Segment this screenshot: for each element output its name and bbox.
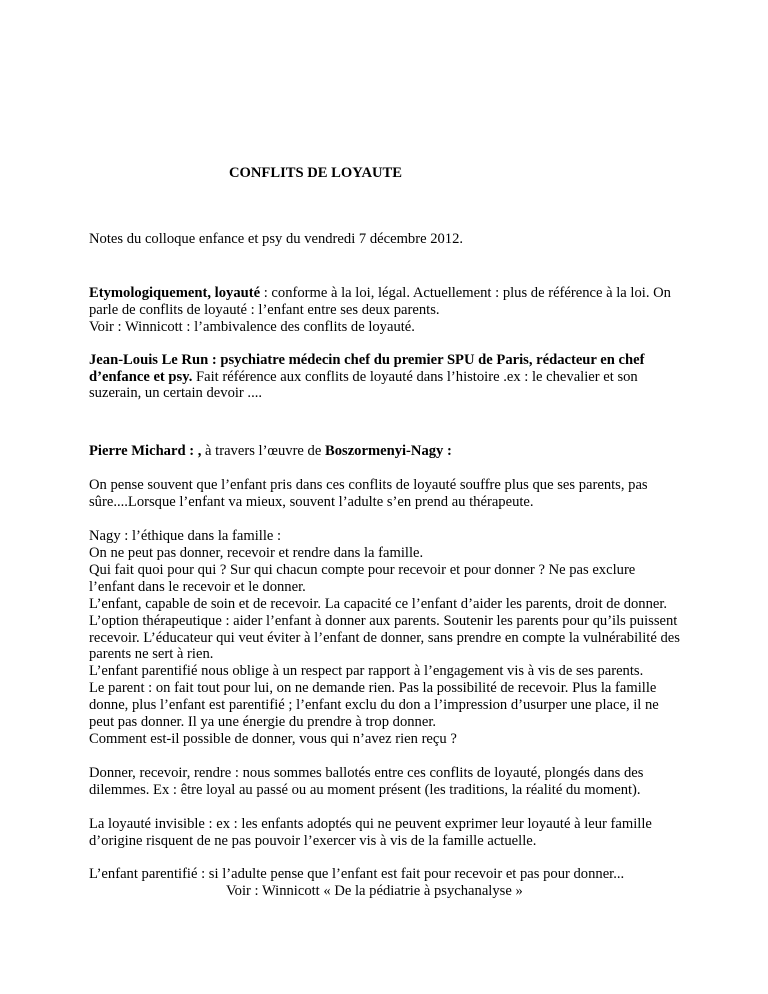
document-body — [89, 231, 684, 900]
nagy-line: L’enfant, capable de soin et de recevoir. La capacité ce l’enfant d’aider les parents, droit de donner. L’option thérapeutique : aider l’enfant à donner aux parents. Soutenir les parents pour qu’ils puissent recevoir. L’éducateur qui veut éviter à l’enfant de donner, sans prendre en compte la vulnérabilité des parents ne sert à rien. — [89, 595, 680, 663]
nagy-section — [89, 528, 684, 748]
nagy-line: Nagy : l’éthique dans la famille : — [89, 528, 282, 545]
etymology-heading: Etymologiquement, loyauté — [89, 284, 261, 301]
nagy-line: Comment est-il possible de donner, vous qui n’avez rien reçu ? — [89, 730, 457, 747]
paragraph-2: Donner, recevoir, rendre : nous sommes ballotés entre ces conflits de loyauté, plongés dans des dilemmes. Ex : être loyal au passé ou au moment présent (les traditions, la réalité du moment). — [89, 764, 644, 798]
paragraph-4: L’enfant parentifié : si l’adulte pense que l’enfant est fait pour recevoir et pas pour donner... — [89, 866, 625, 883]
etymology-reference: Voir : Winnicott : l’ambivalence des conflits de loyauté. — [89, 318, 415, 335]
nagy-line: On ne peut pas donner, recevoir et rendre dans la famille. — [89, 544, 424, 561]
nagy-line: Le parent : on fait tout pour lui, on ne demande rien. Pas la possibilité de recevoir. Plus la famille donne, plus l’enfant est parentifié ; l’enfant exclu du don a l’impression d’usurper une place, il ne peut pas donner. Il ya une énergie du prendre à trop donner. — [89, 680, 659, 731]
nagy-line: Qui fait quoi pour qui ? Sur qui chacun compte pour recevoir et pour donner ? Ne pas exclure l’enfant dans le recevoir et le donner. — [89, 561, 636, 595]
paragraph-1: On pense souvent que l’enfant pris dans ces conflits de loyauté souffre plus que ses parents, pas sûre....Lorsque l’enfant va mieux, souvent l’adulte s’en prend au thérapeute. — [89, 477, 648, 511]
etymology-text: : conforme à la loi, légal. Actuellement : plus de référence à la loi. On parle de conflits de loyauté : l’enfant entre ses deux parents. — [89, 284, 671, 318]
michard-heading-line — [89, 443, 684, 460]
nagy-line: L’enfant parentifié nous oblige à un respect par rapport à l’engagement vis à vis de ses parents. — [89, 663, 644, 680]
etymology-paragraph — [89, 285, 684, 336]
winnicott-reference: Voir : Winnicott « De la pédiatrie à psychanalyse » — [226, 883, 523, 900]
document-title: CONFLITS DE LOYAUTE — [229, 165, 403, 181]
intro-paragraph: Notes du colloque enfance et psy du vendredi 7 décembre 2012. — [89, 231, 464, 247]
lerun-text: Fait référence aux conflits de loyauté dans l’histoire .ex : le chevalier et son suzerain, un certain devoir .... — [89, 368, 638, 402]
paragraph-3: La loyauté invisible : ex : les enfants adoptés qui ne peuvent exprimer leur loyauté à leur famille d’origine risquent de ne pas pouvoir l’exercer vis à vis de la famille actuelle. — [89, 815, 652, 849]
lerun-heading: Jean-Louis Le Run : psychiatre médecin chef du premier SPU de Paris, rédacteur en chef d’enfance et psy. — [89, 351, 645, 385]
michard-name: Pierre Michard : , — [89, 443, 202, 460]
michard-text: à travers l’œuvre de — [201, 443, 325, 460]
nagy-name: Boszormenyi-Nagy : — [324, 443, 452, 460]
lerun-paragraph — [89, 352, 684, 403]
